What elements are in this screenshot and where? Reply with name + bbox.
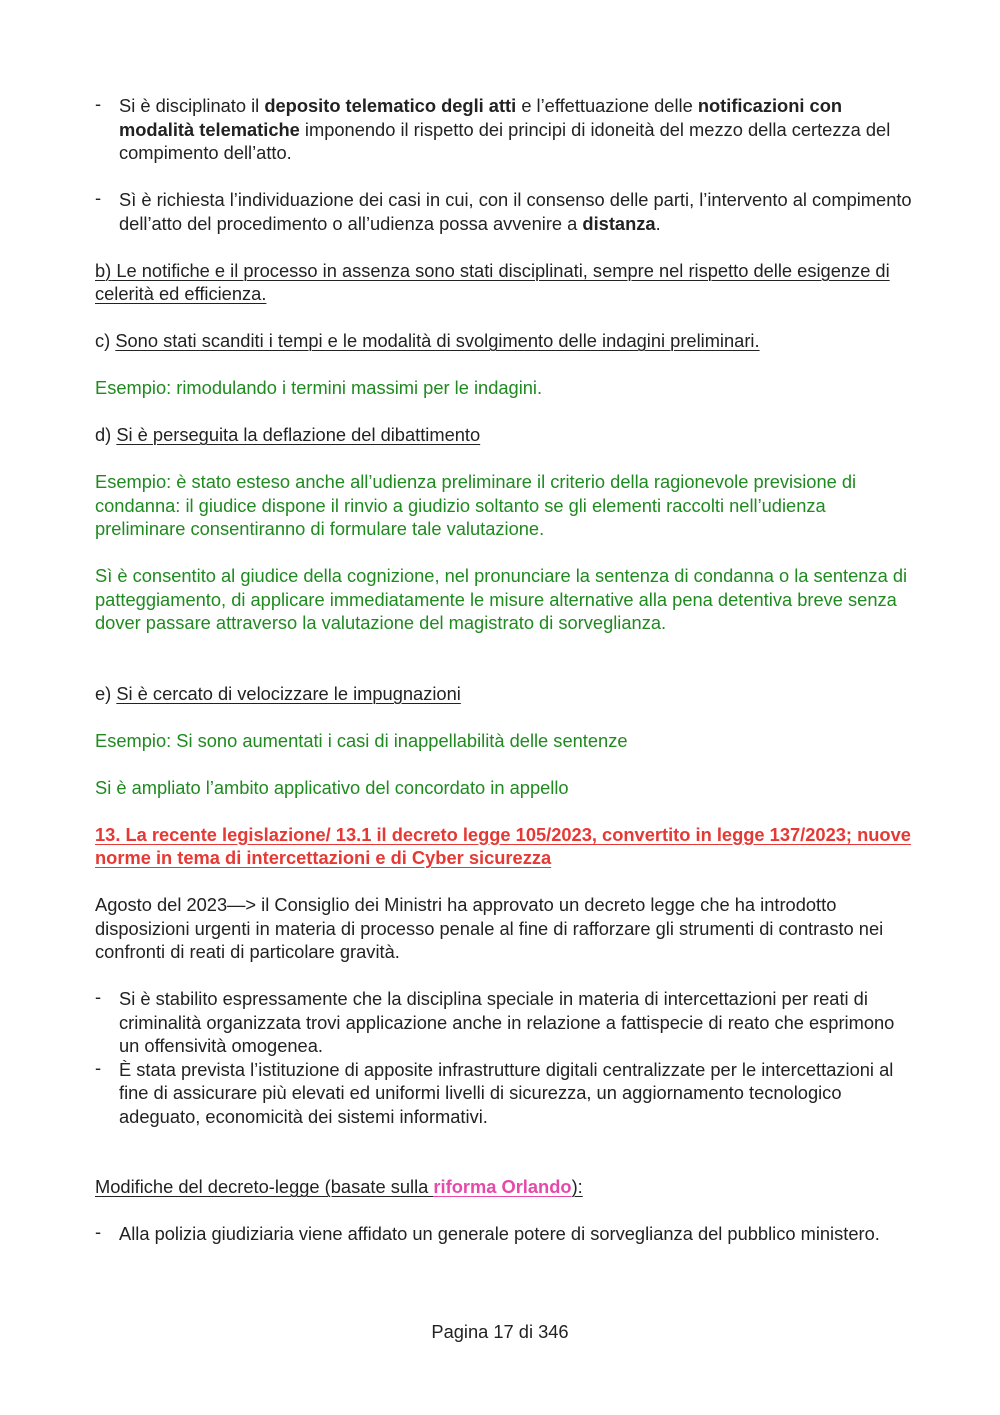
example-c: Esempio: rimodulando i termini massimi per le indagini. [95, 377, 543, 398]
section-heading-13: 13. La recente legislazione/ 13.1 il decreto legge 105/2023, convertito in legge 137/2023; nuove norme in tema di intercettazioni e di Cyber sicurezza [95, 823, 911, 868]
modifiche-heading: Modifiche del decreto-legge (basate sulla riforma Orlando): [95, 1176, 583, 1197]
section-b: b) Le notifiche e il processo in assenza sono stati disciplinati, sempre nel rispetto delle esigenze di celerità ed efficienza. [95, 259, 890, 304]
example-e-1: Esempio: Si sono aumentati i casi di inappellabilità delle sentenze [95, 729, 628, 751]
bullet-polizia-giudiziaria: - Alla polizia giudiziaria viene affidato un generale potere di sorveglianza del pubblico ministero. [95, 1222, 915, 1246]
page-footer: Pagina 17 di 346 [431, 1321, 569, 1342]
example-d-2: Sì è consentito al giudice della cognizione, nel pronunciare la sentenza di condanna o la sentenza di patteggiamento, di applicare immediatamente le misure alternative alla pena detentiva breve senza dover passare attraverso la valutazione del magistrato di sorveglianza. [95, 565, 908, 633]
section-e: e) Si è cercato di velocizzare le impugnazioni [95, 682, 461, 704]
bullet-intercettazioni: - Si è stabilito espressamente che la disciplina speciale in materia di intercettazioni per reati di criminalità organizzata trovi applicazione anche in relazione a fattispecie di reato che esprimono un offensività omogenea. [95, 987, 915, 1058]
bullet-distanza: - Sì è richiesta l’individuazione dei casi in cui, con il consenso delle parti, l’intervento al compimento dell’atto del procedimento o all’udienza possa avvenire a distanza. [95, 188, 915, 235]
paragraph-agosto: Agosto del 2023—> il Consiglio dei Ministri ha approvato un decreto legge che ha introdotto disposizioni urgenti in materia di processo penale al fine di rafforzare gli strumenti di contrasto nei confronti di reati di particolare gravità. [95, 894, 884, 962]
page-content [95, 94, 915, 1246]
section-c: c) Sono stati scanditi i tempi e le modalità di svolgimento delle indagini preliminari. [95, 330, 760, 351]
example-e-2: Si è ampliato l’ambito applicativo del concordato in appello [95, 776, 569, 798]
example-d-1: Esempio: è stato esteso anche all’udienza preliminare il criterio della ragionevole previsione di condanna: il giudice dispone il rinvio a giudizio soltanto se gli elementi raccolti nell’udienza preliminare consentiranno di formulare tale valutazione. [95, 471, 857, 539]
bullet-deposito-telematico: - Si è disciplinato il deposito telematico degli atti e l’effettuazione delle notificazioni con modalità telematiche imponendo il rispetto dei principi di idoneità del mezzo della certezza del compimento dell’atto. [95, 94, 915, 165]
section-d: d) Si è perseguita la deflazione del dibattimento [95, 424, 481, 445]
bullet-infrastrutture: - È stata prevista l’istituzione di apposite infrastrutture digitali centralizzate per le intercettazioni al fine di assicurare più elevati ed uniformi livelli di sicurezza, un aggiornamento tecnologico adeguato, economicità dei sistemi informativi. [95, 1058, 915, 1129]
